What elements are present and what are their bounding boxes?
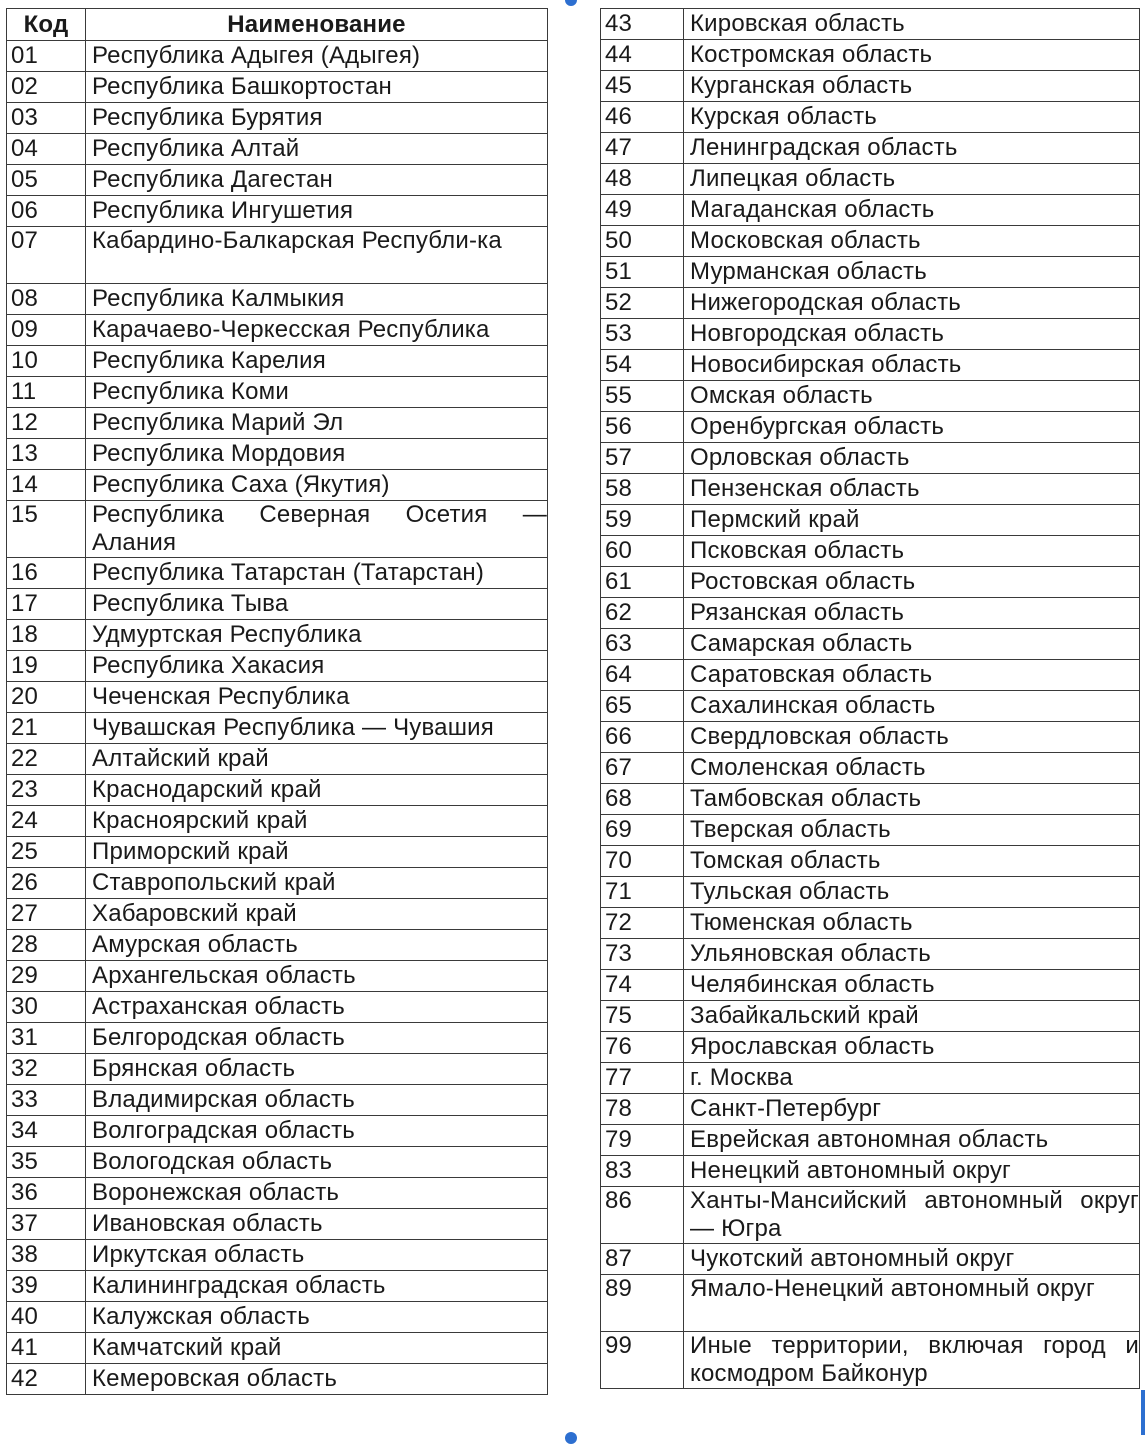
- header-code: Код: [7, 9, 86, 41]
- table-row: [601, 40, 1140, 71]
- table-row: [7, 501, 548, 558]
- region-name-cell: Архангельская область: [86, 961, 548, 992]
- region-code-cell: 53: [601, 319, 684, 350]
- table-row: [601, 102, 1140, 133]
- table-row: [7, 134, 548, 165]
- region-code-cell: 11: [7, 377, 86, 408]
- table-row: [601, 1244, 1140, 1275]
- region-name-cell: Владимирская область: [86, 1085, 548, 1116]
- region-name-cell: Новгородская область: [684, 319, 1140, 350]
- table-header-row: [7, 9, 548, 41]
- region-code-cell: 06: [7, 196, 86, 227]
- region-name-cell: Вологодская область: [86, 1147, 548, 1178]
- region-name-cell: Ульяновская область: [684, 939, 1140, 970]
- region-name-cell: Московская область: [684, 226, 1140, 257]
- region-code-cell: 28: [7, 930, 86, 961]
- region-code-cell: 66: [601, 722, 684, 753]
- table-row: [7, 558, 548, 589]
- region-name-cell: Волгоградская область: [86, 1116, 548, 1147]
- region-name-cell: Брянская область: [86, 1054, 548, 1085]
- table-row: [7, 165, 548, 196]
- table-row: [601, 226, 1140, 257]
- region-code-cell: 64: [601, 660, 684, 691]
- region-codes-table-right: [600, 8, 1140, 1389]
- region-name-cell: Нижегородская область: [684, 288, 1140, 319]
- table-row: [7, 1333, 548, 1364]
- table-row: [601, 1332, 1140, 1389]
- table-row: [601, 1125, 1140, 1156]
- table-row: [601, 1187, 1140, 1244]
- region-name-cell: Новосибирская область: [684, 350, 1140, 381]
- region-name-cell: Оренбургская область: [684, 412, 1140, 443]
- table-row: [601, 536, 1140, 567]
- table-row: [7, 620, 548, 651]
- table-row: [601, 660, 1140, 691]
- table-row: [601, 598, 1140, 629]
- table-row: [7, 72, 548, 103]
- region-name-cell: Кировская область: [684, 9, 1140, 40]
- region-name-cell: Тульская область: [684, 877, 1140, 908]
- table-row: [7, 1054, 548, 1085]
- region-code-cell: 45: [601, 71, 684, 102]
- region-name-cell: Республика Бурятия: [86, 103, 548, 134]
- region-code-cell: 73: [601, 939, 684, 970]
- region-name-cell: Республика Калмыкия: [86, 284, 548, 315]
- table-row: [601, 412, 1140, 443]
- region-code-cell: 27: [7, 899, 86, 930]
- region-code-cell: 23: [7, 775, 86, 806]
- table-row: [7, 930, 548, 961]
- table-row: [601, 474, 1140, 505]
- table-row: [601, 1156, 1140, 1187]
- region-name-cell: Приморский край: [86, 837, 548, 868]
- region-name-cell: Алтайский край: [86, 744, 548, 775]
- region-name-cell: Тверская область: [684, 815, 1140, 846]
- region-name-cell: Орловская область: [684, 443, 1140, 474]
- region-code-cell: 08: [7, 284, 86, 315]
- region-name-cell: Омская область: [684, 381, 1140, 412]
- region-code-cell: 42: [7, 1364, 86, 1395]
- table-row: [601, 71, 1140, 102]
- region-code-cell: 75: [601, 1001, 684, 1032]
- region-code-cell: 62: [601, 598, 684, 629]
- region-code-cell: 31: [7, 1023, 86, 1054]
- table-row: [601, 1032, 1140, 1063]
- region-code-cell: 83: [601, 1156, 684, 1187]
- region-name-cell: Псковская область: [684, 536, 1140, 567]
- region-name-cell: Чувашская Республика — Чувашия: [86, 713, 548, 744]
- table-row: [601, 350, 1140, 381]
- table-row: [601, 784, 1140, 815]
- table-row: [7, 315, 548, 346]
- table-row: [7, 1240, 548, 1271]
- region-name-cell: Сахалинская область: [684, 691, 1140, 722]
- table-row: [7, 1302, 548, 1333]
- region-code-cell: 74: [601, 970, 684, 1001]
- table-row: [601, 133, 1140, 164]
- region-name-cell: Кабардино-Балкарская Республи-ка: [86, 227, 548, 284]
- region-code-cell: 13: [7, 439, 86, 470]
- region-name-cell: Ямало-Ненецкий автономный округ: [684, 1275, 1140, 1332]
- region-name-cell: Тюменская область: [684, 908, 1140, 939]
- region-code-cell: 46: [601, 102, 684, 133]
- region-codes-table-left: [6, 8, 548, 1395]
- table-row: [601, 691, 1140, 722]
- right-table-column: [600, 8, 1140, 1389]
- table-row: [7, 284, 548, 315]
- region-code-cell: 51: [601, 257, 684, 288]
- region-name-cell: Калининградская область: [86, 1271, 548, 1302]
- region-code-cell: 09: [7, 315, 86, 346]
- table-row: [7, 1023, 548, 1054]
- table-row: [7, 1116, 548, 1147]
- region-code-cell: 15: [7, 501, 86, 558]
- left-table-column: [6, 8, 548, 1395]
- region-name-cell: Республика Дагестан: [86, 165, 548, 196]
- table-row: [601, 815, 1140, 846]
- table-row: [601, 753, 1140, 784]
- table-row: [7, 470, 548, 501]
- region-code-cell: 12: [7, 408, 86, 439]
- region-code-cell: 63: [601, 629, 684, 660]
- table-row: [601, 908, 1140, 939]
- region-name-cell: Республика Татарстан (Татарстан): [86, 558, 548, 589]
- region-name-cell: Республика Северная Осетия — Алания: [86, 501, 548, 558]
- region-name-cell: г. Москва: [684, 1063, 1140, 1094]
- table-row: [601, 846, 1140, 877]
- region-code-cell: 50: [601, 226, 684, 257]
- region-code-cell: 34: [7, 1116, 86, 1147]
- region-name-cell: Ивановская область: [86, 1209, 548, 1240]
- table-row: [7, 1364, 548, 1395]
- table-row: [601, 288, 1140, 319]
- region-name-cell: Курганская область: [684, 71, 1140, 102]
- region-name-cell: Калужская область: [86, 1302, 548, 1333]
- region-code-cell: 05: [7, 165, 86, 196]
- table-row: [7, 744, 548, 775]
- region-name-cell: Краснодарский край: [86, 775, 548, 806]
- region-name-cell: Республика Марий Эл: [86, 408, 548, 439]
- region-name-cell: Кемеровская область: [86, 1364, 548, 1395]
- region-code-cell: 14: [7, 470, 86, 501]
- region-name-cell: Тамбовская область: [684, 784, 1140, 815]
- table-row: [7, 1147, 548, 1178]
- region-name-cell: Саратовская область: [684, 660, 1140, 691]
- header-name: Наименование: [86, 9, 548, 41]
- table-row: [601, 505, 1140, 536]
- region-name-cell: Рязанская область: [684, 598, 1140, 629]
- region-name-cell: Курская область: [684, 102, 1140, 133]
- table-row: [601, 877, 1140, 908]
- region-code-cell: 40: [7, 1302, 86, 1333]
- table-row: [7, 682, 548, 713]
- table-row: [7, 589, 548, 620]
- region-code-cell: 52: [601, 288, 684, 319]
- region-code-cell: 78: [601, 1094, 684, 1125]
- region-name-cell: Республика Карелия: [86, 346, 548, 377]
- table-row: [7, 868, 548, 899]
- region-name-cell: Республика Хакасия: [86, 651, 548, 682]
- region-name-cell: Пермский край: [684, 505, 1140, 536]
- table-row: [7, 837, 548, 868]
- region-code-cell: 47: [601, 133, 684, 164]
- left-table-body: [7, 41, 548, 1395]
- region-code-cell: 33: [7, 1085, 86, 1116]
- region-code-cell: 03: [7, 103, 86, 134]
- table-row: [601, 1001, 1140, 1032]
- region-code-cell: 38: [7, 1240, 86, 1271]
- region-code-cell: 21: [7, 713, 86, 744]
- table-row: [7, 899, 548, 930]
- table-row: [7, 103, 548, 134]
- region-code-cell: 49: [601, 195, 684, 226]
- region-code-cell: 22: [7, 744, 86, 775]
- region-code-cell: 56: [601, 412, 684, 443]
- table-row: [601, 9, 1140, 40]
- table-row: [601, 970, 1140, 1001]
- table-row: [601, 1275, 1140, 1332]
- table-row: [601, 722, 1140, 753]
- region-code-cell: 24: [7, 806, 86, 837]
- region-name-cell: Магаданская область: [684, 195, 1140, 226]
- table-row: [7, 806, 548, 837]
- region-code-cell: 36: [7, 1178, 86, 1209]
- table-row: [601, 1094, 1140, 1125]
- table-row: [7, 408, 548, 439]
- region-code-cell: 57: [601, 443, 684, 474]
- region-name-cell: Еврейская автономная область: [684, 1125, 1140, 1156]
- region-code-cell: 17: [7, 589, 86, 620]
- table-row: [601, 1063, 1140, 1094]
- region-name-cell: Республика Тыва: [86, 589, 548, 620]
- region-code-cell: 60: [601, 536, 684, 567]
- region-name-cell: Хабаровский край: [86, 899, 548, 930]
- region-code-cell: 99: [601, 1332, 684, 1389]
- table-row: [601, 567, 1140, 598]
- table-row: [7, 961, 548, 992]
- table-row: [7, 439, 548, 470]
- table-row: [601, 257, 1140, 288]
- region-name-cell: Иркутская область: [86, 1240, 548, 1271]
- region-code-cell: 86: [601, 1187, 684, 1244]
- region-code-cell: 37: [7, 1209, 86, 1240]
- region-name-cell: Пензенская область: [684, 474, 1140, 505]
- region-code-cell: 44: [601, 40, 684, 71]
- region-name-cell: Республика Ингушетия: [86, 196, 548, 227]
- region-code-cell: 69: [601, 815, 684, 846]
- selection-handle-dot[interactable]: [565, 0, 577, 6]
- region-code-cell: 30: [7, 992, 86, 1023]
- table-row: [601, 164, 1140, 195]
- table-row: [7, 346, 548, 377]
- region-name-cell: Ростовская область: [684, 567, 1140, 598]
- region-code-cell: 77: [601, 1063, 684, 1094]
- region-name-cell: Удмуртская Республика: [86, 620, 548, 651]
- region-code-cell: 76: [601, 1032, 684, 1063]
- region-code-cell: 54: [601, 350, 684, 381]
- selection-edge-marker: [1141, 1390, 1145, 1435]
- region-code-cell: 25: [7, 837, 86, 868]
- region-name-cell: Карачаево-Черкесская Республика: [86, 315, 548, 346]
- region-code-cell: 72: [601, 908, 684, 939]
- table-row: [7, 713, 548, 744]
- region-name-cell: Ленинградская область: [684, 133, 1140, 164]
- region-code-cell: 48: [601, 164, 684, 195]
- table-row: [601, 629, 1140, 660]
- region-name-cell: Красноярский край: [86, 806, 548, 837]
- region-name-cell: Чукотский автономный округ: [684, 1244, 1140, 1275]
- table-row: [7, 377, 548, 408]
- region-code-cell: 02: [7, 72, 86, 103]
- table-row: [7, 1209, 548, 1240]
- region-code-cell: 26: [7, 868, 86, 899]
- region-code-cell: 20: [7, 682, 86, 713]
- region-name-cell: Астраханская область: [86, 992, 548, 1023]
- table-row: [7, 1178, 548, 1209]
- region-code-cell: 89: [601, 1275, 684, 1332]
- table-row: [7, 651, 548, 682]
- region-name-cell: Белгородская область: [86, 1023, 548, 1054]
- region-name-cell: Томская область: [684, 846, 1140, 877]
- region-code-cell: 39: [7, 1271, 86, 1302]
- region-code-cell: 67: [601, 753, 684, 784]
- region-code-cell: 59: [601, 505, 684, 536]
- table-row: [7, 1271, 548, 1302]
- region-code-cell: 79: [601, 1125, 684, 1156]
- region-name-cell: Амурская область: [86, 930, 548, 961]
- region-code-cell: 04: [7, 134, 86, 165]
- table-row: [7, 196, 548, 227]
- region-name-cell: Свердловская область: [684, 722, 1140, 753]
- selection-handle-dot[interactable]: [565, 1432, 577, 1444]
- region-name-cell: Республика Саха (Якутия): [86, 470, 548, 501]
- region-code-cell: 71: [601, 877, 684, 908]
- region-name-cell: Санкт-Петербург: [684, 1094, 1140, 1125]
- region-name-cell: Республика Коми: [86, 377, 548, 408]
- region-name-cell: Чеченская Республика: [86, 682, 548, 713]
- region-name-cell: Забайкальский край: [684, 1001, 1140, 1032]
- region-name-cell: Мурманская область: [684, 257, 1140, 288]
- right-table-body: [601, 9, 1140, 1389]
- region-code-cell: 01: [7, 41, 86, 72]
- region-code-cell: 18: [7, 620, 86, 651]
- region-code-cell: 55: [601, 381, 684, 412]
- region-name-cell: Иные территории, включая город и космодром Байконур: [684, 1332, 1140, 1389]
- region-name-cell: Липецкая область: [684, 164, 1140, 195]
- region-code-cell: 07: [7, 227, 86, 284]
- region-code-cell: 87: [601, 1244, 684, 1275]
- region-code-cell: 19: [7, 651, 86, 682]
- table-row: [601, 195, 1140, 226]
- region-code-cell: 29: [7, 961, 86, 992]
- table-row: [7, 41, 548, 72]
- region-name-cell: Республика Башкортостан: [86, 72, 548, 103]
- region-name-cell: Камчатский край: [86, 1333, 548, 1364]
- region-name-cell: Ханты-Мансийский автономный округ — Югра: [684, 1187, 1140, 1244]
- region-name-cell: Воронежская область: [86, 1178, 548, 1209]
- table-row: [7, 775, 548, 806]
- region-code-cell: 35: [7, 1147, 86, 1178]
- region-name-cell: Республика Мордовия: [86, 439, 548, 470]
- table-row: [601, 443, 1140, 474]
- region-name-cell: Республика Алтай: [86, 134, 548, 165]
- region-name-cell: Ярославская область: [684, 1032, 1140, 1063]
- table-row: [7, 227, 548, 284]
- region-code-cell: 10: [7, 346, 86, 377]
- region-code-cell: 16: [7, 558, 86, 589]
- region-code-cell: 68: [601, 784, 684, 815]
- region-name-cell: Самарская область: [684, 629, 1140, 660]
- table-row: [7, 1085, 548, 1116]
- table-row: [601, 381, 1140, 412]
- table-row: [601, 939, 1140, 970]
- region-name-cell: Республика Адыгея (Адыгея): [86, 41, 548, 72]
- region-code-cell: 58: [601, 474, 684, 505]
- region-name-cell: Челябинская область: [684, 970, 1140, 1001]
- table-row: [7, 992, 548, 1023]
- region-name-cell: Ненецкий автономный округ: [684, 1156, 1140, 1187]
- region-name-cell: Костромская область: [684, 40, 1140, 71]
- region-code-cell: 43: [601, 9, 684, 40]
- table-row: [601, 319, 1140, 350]
- region-name-cell: Ставропольский край: [86, 868, 548, 899]
- region-name-cell: Смоленская область: [684, 753, 1140, 784]
- region-code-cell: 32: [7, 1054, 86, 1085]
- region-code-cell: 65: [601, 691, 684, 722]
- region-code-cell: 41: [7, 1333, 86, 1364]
- region-code-cell: 61: [601, 567, 684, 598]
- region-code-cell: 70: [601, 846, 684, 877]
